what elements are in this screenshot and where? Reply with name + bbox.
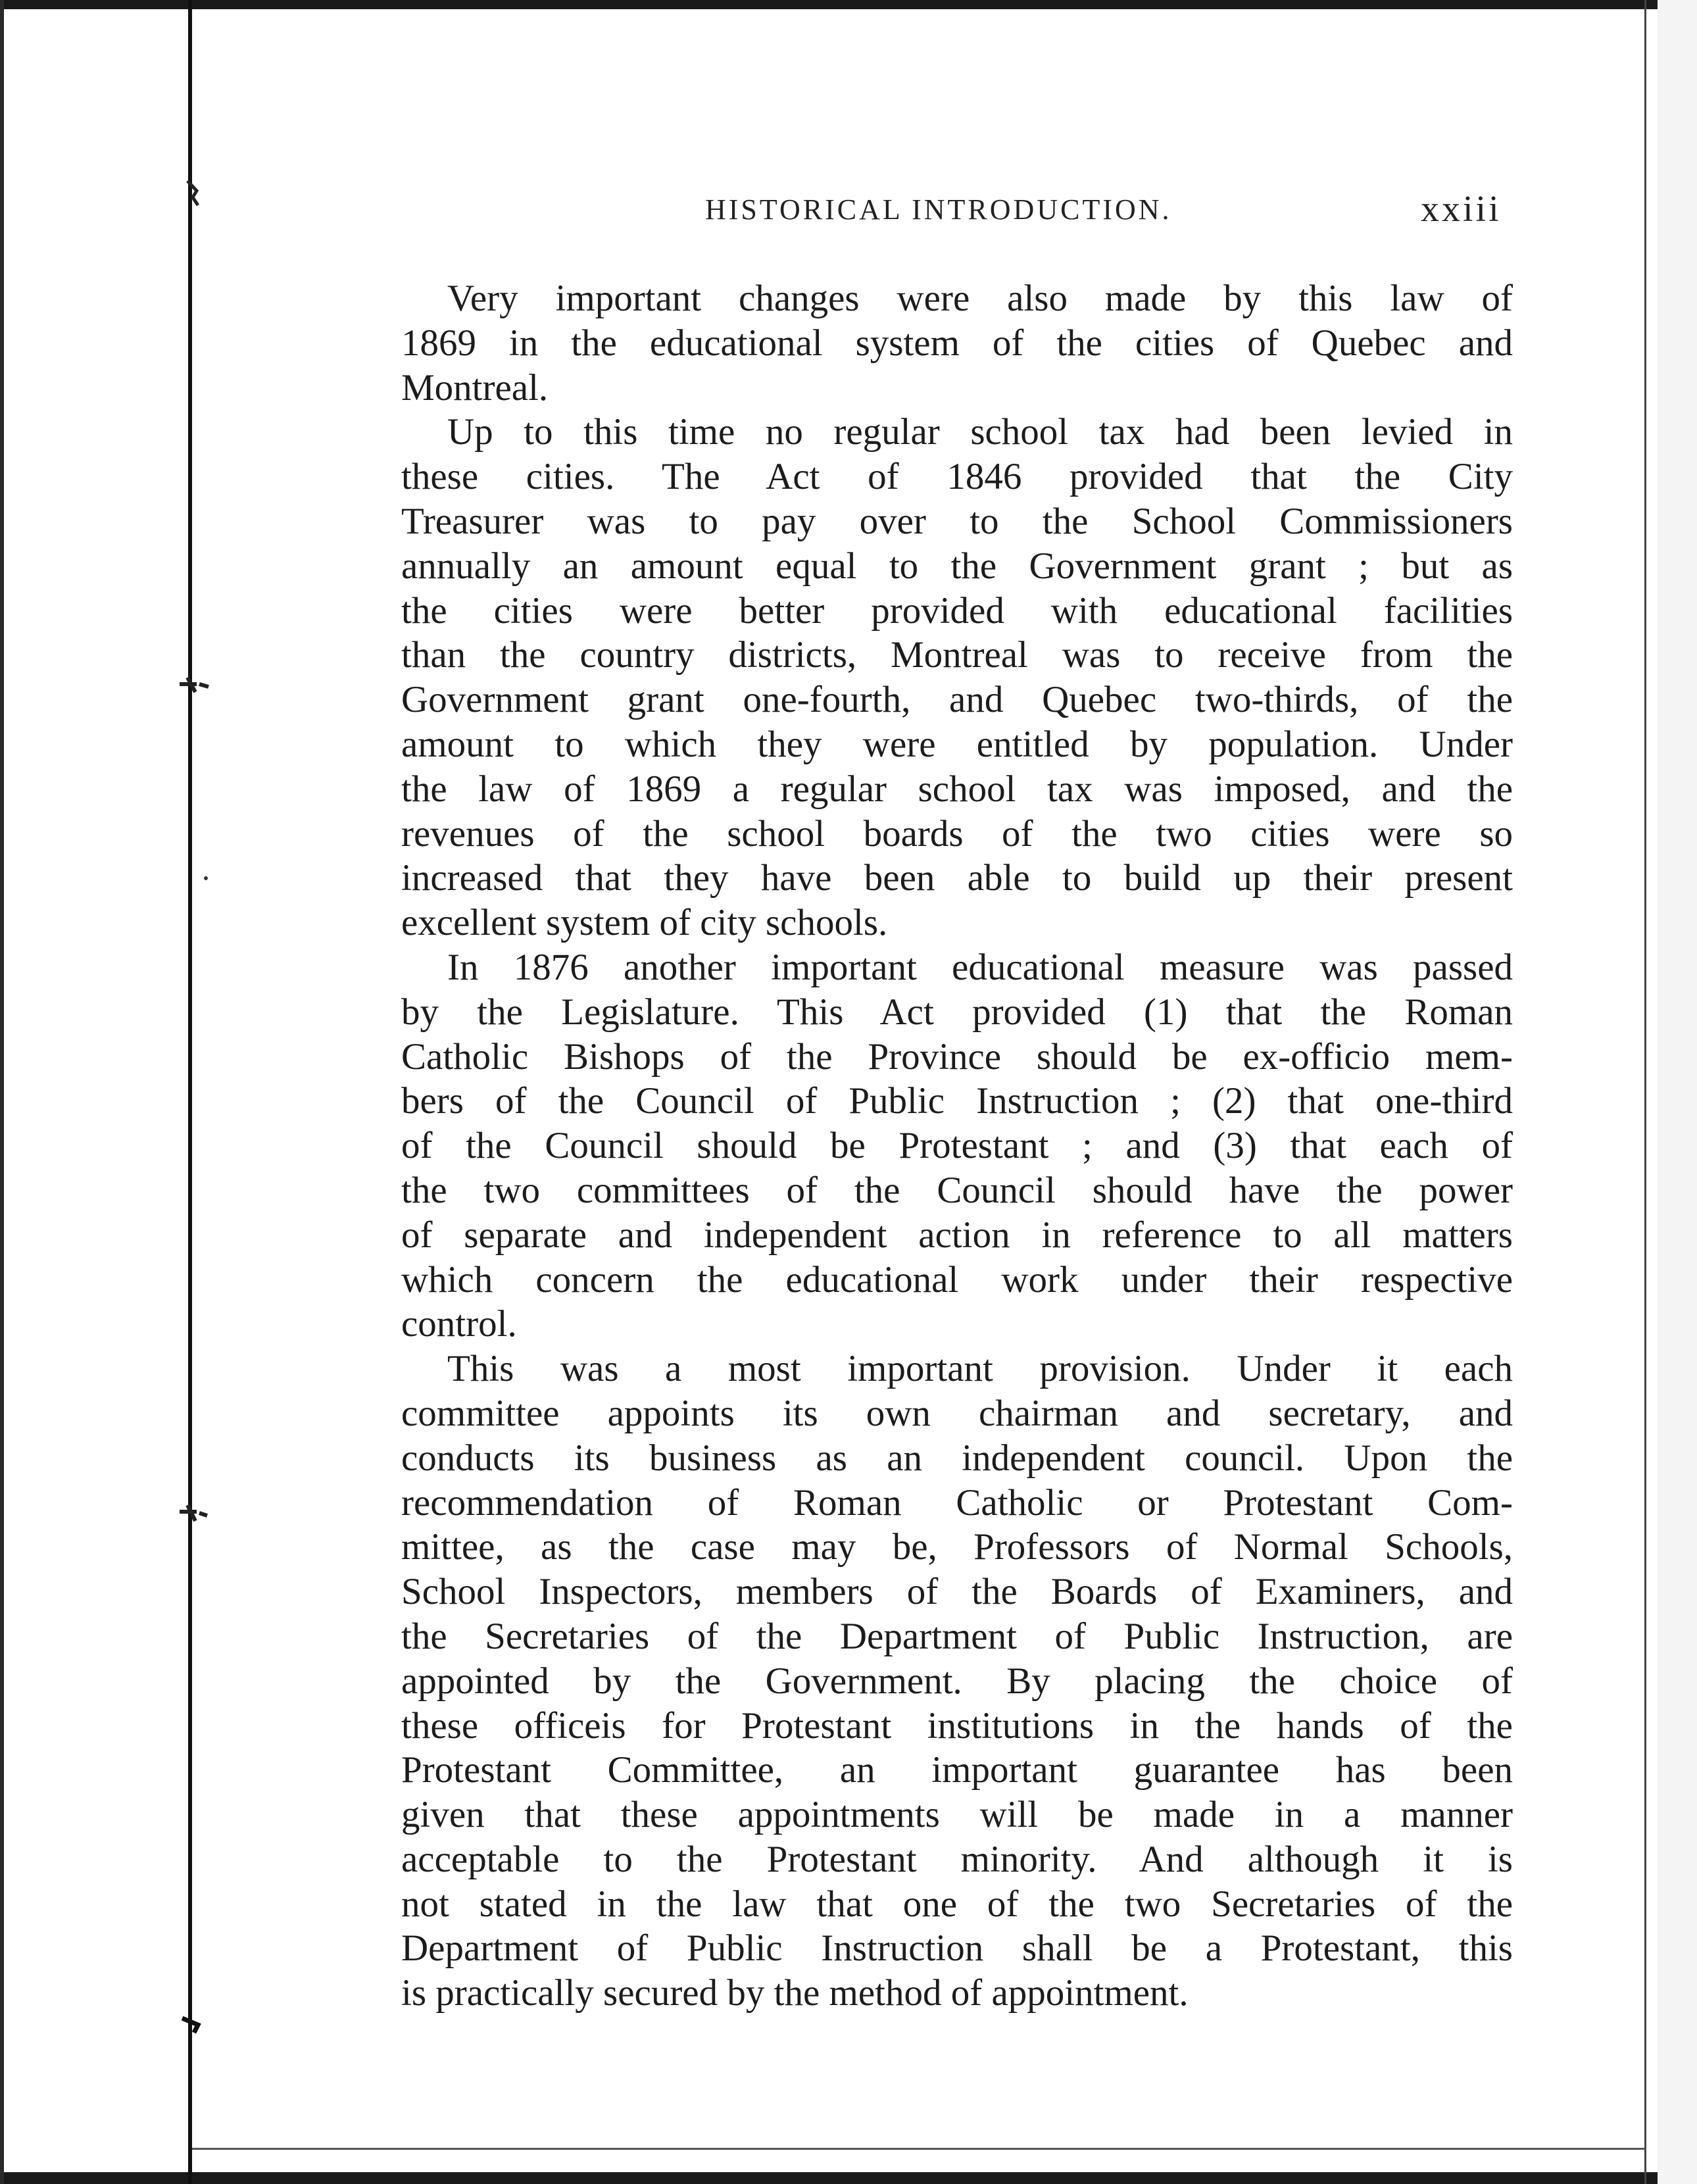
text-line: which concern the educational work under their respective	[401, 1258, 1513, 1301]
text-line: revenues of the school boards of the two cities were so	[401, 812, 1513, 855]
text-line: conducts its business as an independent council. Upon the	[401, 1437, 1513, 1479]
film-border-left	[0, 0, 4, 2184]
text-line: given that these appointments will be made in a manner	[401, 1794, 1513, 1836]
text-line: not stated in the law that one of the two Secretaries of the	[401, 1883, 1513, 1925]
page-edge-bottom	[192, 2148, 1646, 2150]
text-line: Catholic Bishops of the Province should be ex-officio mem-	[401, 1035, 1513, 1078]
text-line: the cities were better provided with educational facilities	[401, 589, 1513, 632]
text-line: Protestant Committee, an important guarantee has been	[401, 1749, 1513, 1791]
text-line: recommendation of Roman Catholic or Protestant Com-	[401, 1481, 1513, 1524]
page-number: xxiii	[1421, 189, 1502, 230]
text-line: Department of Public Instruction shall be a Protestant, this	[401, 1927, 1513, 1970]
text-line: Up to this time no regular school tax had been levied in	[447, 411, 1513, 453]
stitch-dot	[204, 876, 208, 880]
text-line: these officeis for Protestant institutions in the hands of the	[401, 1704, 1513, 1747]
text-line: annually an amount equal to the Government grant ; but as	[401, 545, 1513, 587]
stitch-mark	[180, 1505, 207, 1521]
binding-stitch-marks	[168, 0, 220, 2184]
text-line: control.	[401, 1303, 517, 1345]
text-line: is practically secured by the method of appointment.	[401, 1972, 1189, 2014]
body-text	[401, 276, 1513, 2016]
text-line: these cities. The Act of 1846 provided that the City	[401, 456, 1513, 498]
running-head: HISTORICAL INTRODUCTION.	[705, 193, 1172, 226]
text-line: appointed by the Government. By placing the choice of	[401, 1660, 1513, 1702]
text-line: committee appoints its own chairman and secretary, and	[401, 1392, 1513, 1434]
text-line: acceptable to the Protestant minority. And although it is	[401, 1838, 1513, 1880]
film-border-right	[1658, 0, 1697, 2184]
text-line: bers of the Council of Public Instruction ; (2) that one-third	[401, 1080, 1513, 1122]
stitch-mark	[187, 181, 198, 205]
text-line: the two committees of the Council should have the power	[401, 1169, 1513, 1211]
text-line: Government grant one-fourth, and Quebec two-thirds, of the	[401, 679, 1513, 721]
stitch-mark	[182, 2018, 198, 2033]
text-line: increased that they have been able to build up their present	[401, 857, 1513, 899]
text-line: This was a most important provision. Under it each	[447, 1348, 1513, 1390]
text-line: the law of 1869 a regular school tax was imposed, and the	[401, 768, 1513, 810]
text-line: excellent system of city schools.	[401, 902, 888, 944]
page-edge-right	[1644, 0, 1646, 2184]
text-line: mittee, as the case may be, Professors of Normal Schools,	[401, 1526, 1513, 1568]
text-line: School Inspectors, members of the Boards of Examiners, and	[401, 1571, 1513, 1613]
text-line: Treasurer was to pay over to the School Commissioners	[401, 500, 1513, 542]
text-line: In 1876 another important educational measure was passed	[447, 946, 1513, 988]
stitch-mark	[180, 678, 209, 692]
film-border-top	[0, 0, 1697, 9]
text-line: Very important changes were also made by this law of	[447, 278, 1513, 319]
text-line: by the Legislature. This Act provided (1) that the Roman	[401, 991, 1513, 1033]
text-line: of the Council should be Protestant ; and (3) that each of	[401, 1125, 1513, 1167]
text-line: Montreal.	[401, 366, 549, 409]
text-line: amount to which they were entitled by population. Under	[401, 723, 1513, 765]
text-line: of separate and independent action in reference to all matters	[401, 1214, 1513, 1256]
film-border-bottom	[0, 2172, 1697, 2184]
text-line: 1869 in the educational system of the cities of Quebec and	[401, 322, 1513, 364]
text-line: than the country districts, Montreal was to receive from the	[401, 634, 1513, 676]
text-line: the Secretaries of the Department of Public Instruction, are	[401, 1615, 1513, 1657]
